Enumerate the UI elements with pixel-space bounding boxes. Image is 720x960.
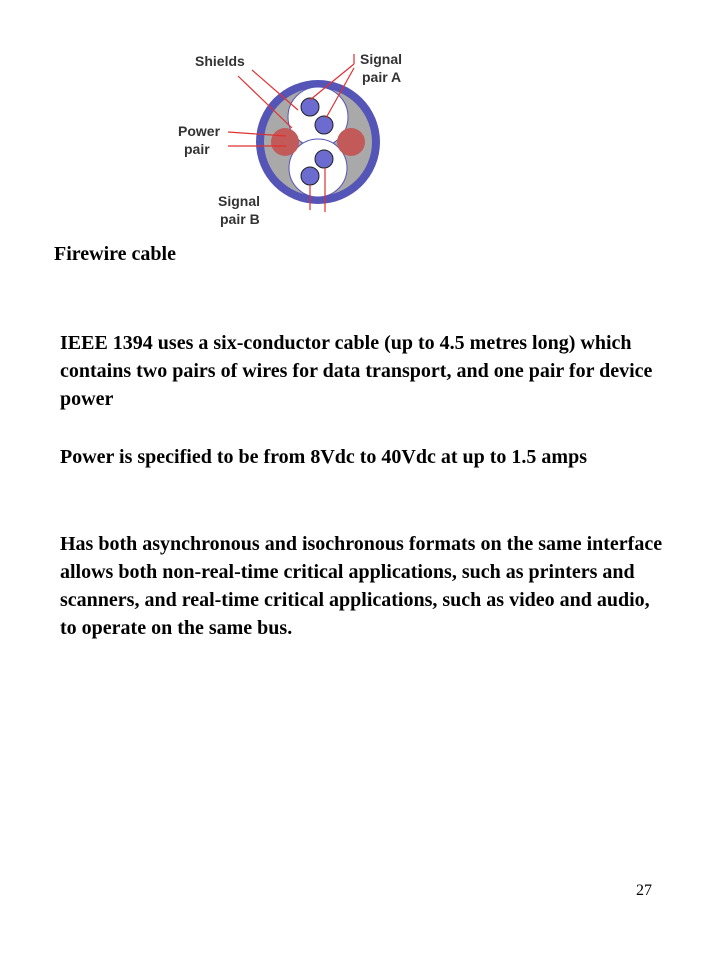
paragraph-cable-description: IEEE 1394 uses a six-conductor cable (up to 4.5 metres long) which contains two pairs of wires for data transport, and one pair for device power bbox=[60, 332, 653, 410]
firewire-cable-diagram bbox=[170, 40, 410, 240]
figure-caption: Firewire cable bbox=[54, 243, 176, 265]
shields-label: Shields bbox=[195, 53, 245, 69]
power-wire-left bbox=[271, 128, 299, 156]
page-number: 27 bbox=[636, 882, 652, 899]
power-pair-label-line2: pair bbox=[184, 141, 210, 157]
signal-b-wire-1 bbox=[315, 150, 333, 168]
signal-a-wire-1 bbox=[301, 98, 319, 116]
signal-pair-b-label-line1: Signal bbox=[218, 193, 261, 209]
signal-b-wire-2 bbox=[301, 167, 319, 185]
paragraph-power-spec: Power is specified to be from 8Vdc to 40Vdc at up to 1.5 amps bbox=[60, 446, 588, 468]
signal-pair-a-label-line1: Signal bbox=[360, 51, 403, 67]
power-pair-label-line1: Power bbox=[178, 123, 221, 139]
signal-pair-a-label-line2: pair A bbox=[362, 69, 402, 85]
signal-pair-b-label-line2: pair B bbox=[220, 211, 260, 227]
signal-a-wire-2 bbox=[315, 116, 333, 134]
power-wire-right bbox=[337, 128, 365, 156]
paragraph-transfer-formats: Has both asynchronous and isochronous formats on the same interface allows both non-real-time critical applications, such as printers and scanners, and real-time critical applications, such as video and audio, to operate on the same bus. bbox=[60, 533, 663, 639]
